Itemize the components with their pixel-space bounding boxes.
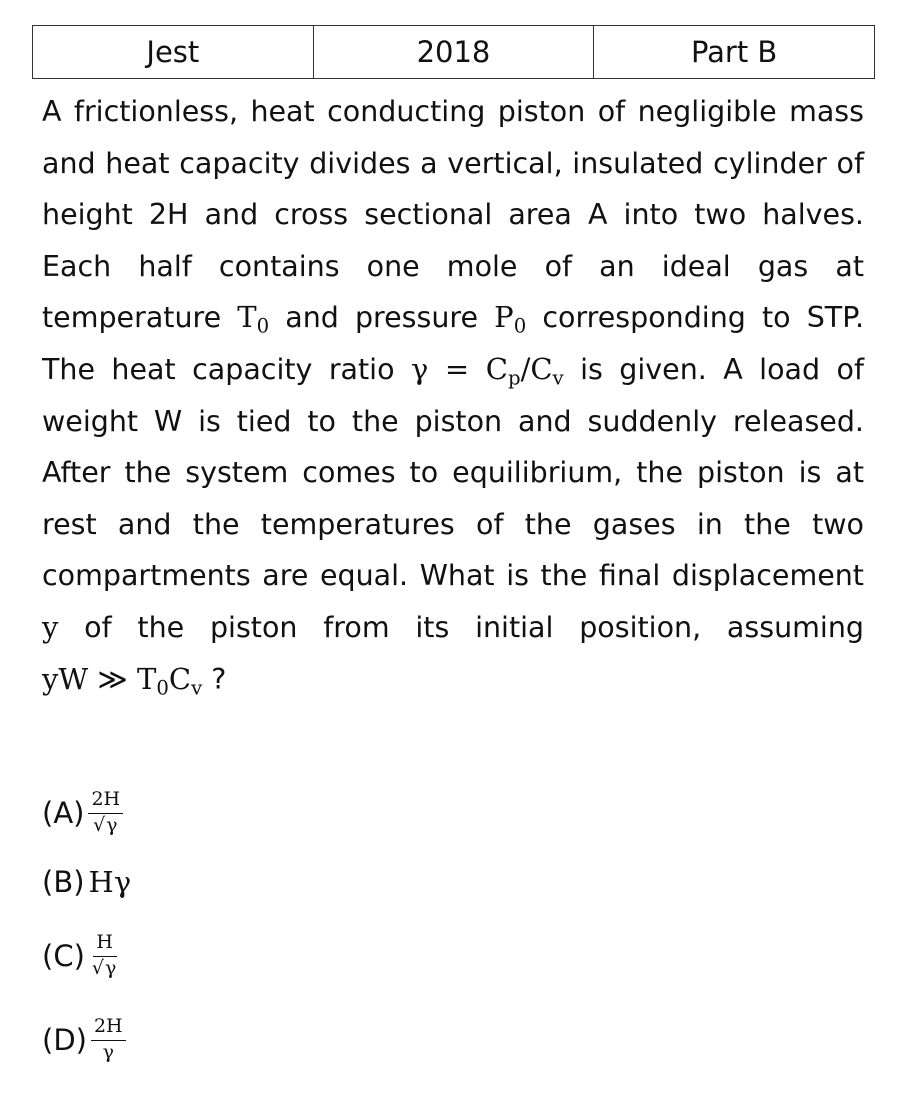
option-a-fraction: $\frac{2H}{√\gamma}$ xyxy=(88,789,123,837)
question-text-part: is given. A load of weight W is tied to the piston and suddenly released. After the system comes to equilibrium, the piston is at rest and the temperatures of the gases in the two compartments are equal. What is the final displacement xyxy=(42,352,864,593)
pressure-p0: $P_0$ xyxy=(494,300,527,338)
question-text-part: corresponding to STP. The heat capacity ratio xyxy=(42,301,864,386)
header-table xyxy=(32,25,875,79)
temperature-t0: $T_0$ xyxy=(237,300,270,338)
option-c[interactable] xyxy=(42,912,131,1000)
option-b-value: Hγ xyxy=(88,865,132,899)
question-text-part: of the piston from its initial position, assuming xyxy=(58,610,864,644)
option-b[interactable] xyxy=(42,852,131,912)
option-c-fraction: $\frac{H}{√\gamma}$ xyxy=(91,931,117,979)
header-row xyxy=(33,26,875,79)
option-label: (C) xyxy=(42,939,85,973)
condition-expression: yW ≫ $T_0C_v$ xyxy=(42,661,203,700)
option-d[interactable] xyxy=(42,1000,131,1080)
question-text-part: ? xyxy=(202,662,227,696)
option-label: (A) xyxy=(42,796,85,830)
gamma-equation: $\gamma = C_p/C_v$ xyxy=(410,351,564,390)
question-text xyxy=(42,86,864,705)
option-a[interactable] xyxy=(42,774,131,852)
answer-options xyxy=(42,774,131,1080)
question-text-part: A frictionless, heat conducting piston of negligible mass and heat capacity divides a vertical, insulated cylinder of height 2H and cross sectional area A into two halves. Each half contains one mole of an ideal gas at temperature xyxy=(42,95,864,335)
header-part: Part B xyxy=(594,26,875,79)
option-label: (B) xyxy=(42,865,85,899)
header-exam: Jest xyxy=(33,26,314,79)
question-text-part: and pressure xyxy=(269,301,495,335)
header-year: 2018 xyxy=(313,26,594,79)
displacement-y: y xyxy=(42,609,59,644)
option-d-fraction: $\frac{2H}{\gamma}$ xyxy=(91,1016,126,1064)
option-label: (D) xyxy=(42,1023,87,1057)
